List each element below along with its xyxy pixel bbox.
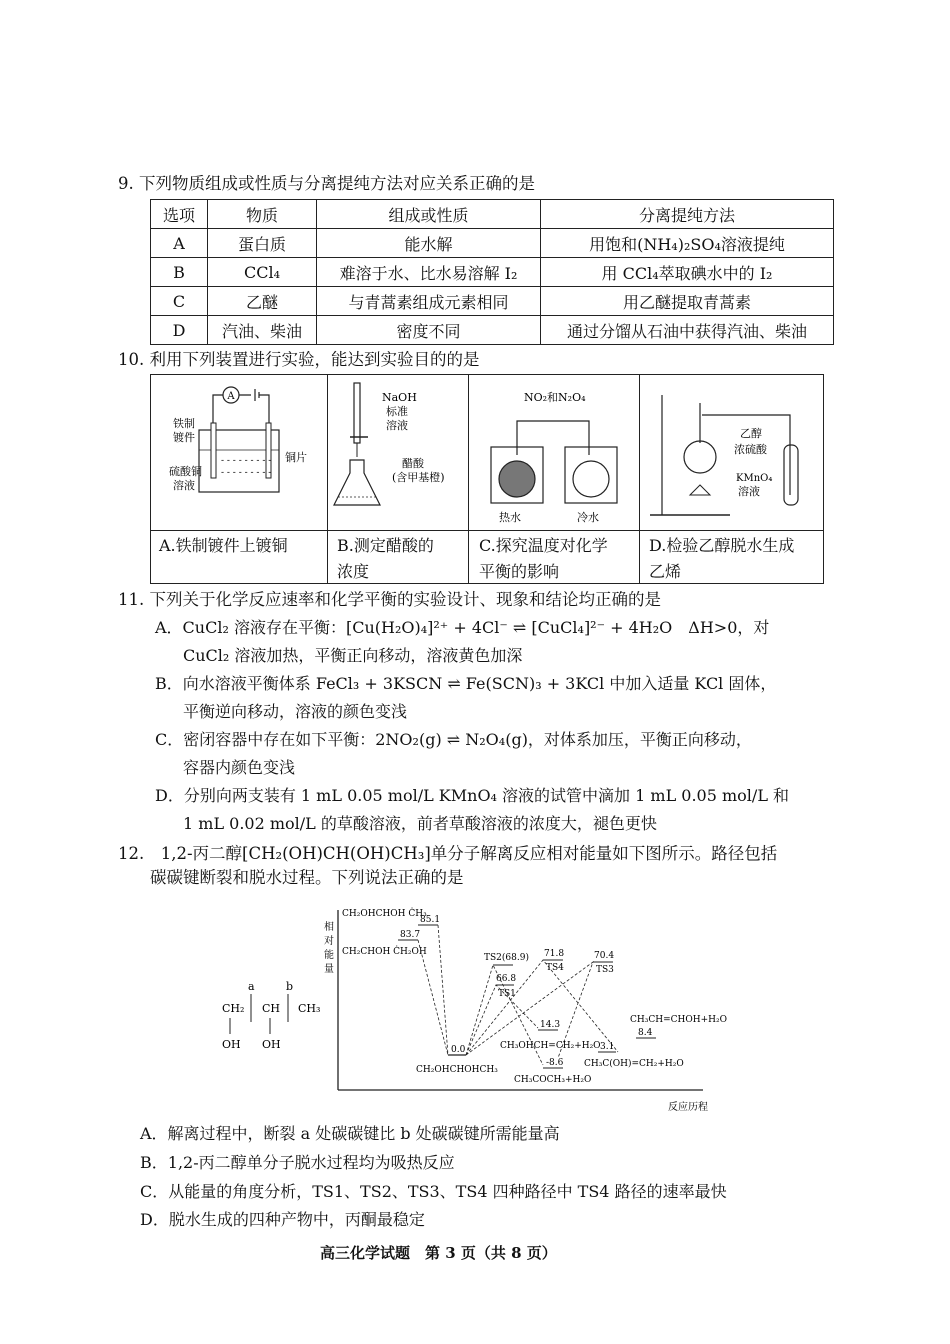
table-cell: D: [151, 316, 208, 345]
svg-text:b: b: [286, 980, 294, 993]
svg-text:71.8: 71.8: [544, 949, 565, 959]
svg-text:a: a: [248, 980, 255, 993]
caption-d: D.检验乙醇脱水生成 乙烯: [649, 536, 795, 581]
svg-text:镀件: 镀件: [173, 431, 195, 444]
q12-option-a: A．解离过程中，断裂 a 处碳碳键比 b 处碳碳键所需能量高: [140, 1124, 560, 1143]
table-cell: 用乙醚提取青蒿素: [541, 287, 834, 316]
table-cell: 蛋白质: [208, 229, 317, 258]
svg-text:反应历程: 反应历程: [668, 1102, 708, 1113]
svg-text:TS2(68.9): TS2(68.9): [484, 953, 529, 963]
table-cell: 能水解: [317, 229, 541, 258]
svg-text:85.1: 85.1: [420, 915, 441, 925]
svg-text:OH: OH: [262, 1038, 281, 1051]
q12-stem: 12. 1,2-丙二醇[CH₂(OH)CH(OH)CH₃]单分子解离反应相对能量如下图所示。路径包括 碳碳键断裂和脱水过程。下列说法正确的是: [118, 844, 778, 887]
q11-option-d: D．分别向两支装有 1 mL 0.05 mol/L KMnO₄ 溶液的试管中滴加 1 mL 0.05 mol/L 和 1 mL 0.02 mol/L 的草酸溶液，前者草酸溶液的浓度大，褪色更快: [155, 786, 790, 833]
svg-text:相: 相: [324, 922, 334, 933]
svg-text:溶液: 溶液: [173, 479, 195, 492]
q12-option-c: C．从能量的角度分析，TS1、TS2、TS3、TS4 四种路径中 TS4 路径的速率最快: [140, 1182, 727, 1201]
svg-text:CH₃OHCH=CH₂+H₂O: CH₃OHCH=CH₂+H₂O: [500, 1041, 601, 1051]
electroplating-apparatus: [151, 375, 327, 530]
svg-text:冷水: 冷水: [577, 511, 599, 524]
svg-text:CH₃: CH₃: [298, 1002, 321, 1015]
q11-option-a: A．CuCl₂ 溶液存在平衡：[Cu(H₂O)₄]²⁺ + 4Cl⁻ ⇌ [CuCl₄]²⁻ + 4H₂O ΔH>0，对 CuCl₂ 溶液加热，平衡正向移动，溶液黄色加深: [155, 618, 770, 665]
svg-text:3.1: 3.1: [600, 1042, 615, 1052]
svg-text:- - - - - - - - -: - - - - - - - - -: [221, 456, 272, 466]
table-cell: 密度不同: [317, 316, 541, 345]
svg-text:溶液: 溶液: [738, 485, 760, 498]
svg-text:浓硫酸: 浓硫酸: [734, 443, 767, 456]
svg-text:量: 量: [324, 964, 334, 975]
svg-text:KMnO₄: KMnO₄: [736, 473, 773, 484]
svg-text:硫酸铜: 硫酸铜: [169, 465, 202, 478]
svg-text:CH₃C(OH)=CH₂+H₂O: CH₃C(OH)=CH₂+H₂O: [584, 1059, 684, 1069]
table-cell: 用饱和(NH₄)₂SO₄溶液提纯: [541, 229, 834, 258]
table-row: [151, 229, 834, 258]
svg-text:铁制: 铁制: [173, 417, 195, 430]
table-cell: 乙醚: [208, 287, 317, 316]
table-row: [151, 287, 834, 316]
q9-table: [150, 199, 834, 345]
table-row: [151, 316, 834, 345]
svg-text:铜片: 铜片: [285, 451, 307, 464]
svg-text:CH₂CHOH ĊH₂OH: CH₂CHOH ĊH₂OH: [342, 947, 427, 957]
table-cell: B: [151, 258, 208, 287]
titration-apparatus: [328, 375, 468, 530]
table-header: 分离提纯方法: [541, 200, 834, 229]
svg-text:能: 能: [324, 950, 334, 961]
q10-apparatus-grid: [150, 374, 824, 584]
svg-text:CH₃CH=CHOH+H₂O: CH₃CH=CHOH+H₂O: [630, 1015, 727, 1025]
ethanol-dehydration-apparatus: [640, 375, 823, 530]
svg-text:TS4: TS4: [546, 963, 564, 973]
svg-text:8.4: 8.4: [638, 1028, 653, 1038]
q11-option-c: C．密闭容器中存在如下平衡：2NO₂(g) ⇌ N₂O₄(g)，对体系加压，平衡正向移动， 容器内颜色变浅: [155, 730, 752, 777]
table-header: 物质: [208, 200, 317, 229]
table-cell: CCl₄: [208, 258, 317, 287]
table-header: 组成或性质: [317, 200, 541, 229]
svg-text:14.3: 14.3: [540, 1020, 561, 1030]
table-cell: 难溶于水、比水易溶解 I₂: [317, 258, 541, 287]
page-footer: 高三化学试题 第 3 页（共 8 页）: [320, 1244, 557, 1262]
svg-text:CH₂OHCHOH ĊH₃: CH₂OHCHOH ĊH₃: [342, 909, 427, 919]
svg-text:CH₃COCH₃+H₂O: CH₃COCH₃+H₂O: [514, 1075, 592, 1085]
svg-text:标准: 标准: [386, 405, 408, 418]
table-cell: A: [151, 229, 208, 258]
propanediol-structure: [218, 978, 328, 1058]
svg-text:热水: 热水: [499, 511, 521, 524]
caption-b: B.测定醋酸的 浓度: [337, 536, 434, 581]
svg-text:NaOH: NaOH: [382, 391, 417, 404]
table-header-row: [151, 200, 834, 229]
svg-text:CH: CH: [262, 1002, 281, 1015]
svg-text:70.4: 70.4: [594, 951, 615, 961]
no2-equilibrium-apparatus: [469, 375, 639, 530]
svg-text:对: 对: [324, 936, 334, 947]
table-cell: 汽油、柴油: [208, 316, 317, 345]
table-header: 选项: [151, 200, 208, 229]
svg-text:乙醇: 乙醇: [740, 427, 762, 440]
svg-text:溶液: 溶液: [386, 419, 408, 432]
table-row: [151, 258, 834, 287]
table-cell: 与青蒿素组成元素相同: [317, 287, 541, 316]
svg-text:-8.6: -8.6: [546, 1058, 564, 1068]
svg-text:TS3: TS3: [596, 965, 614, 975]
table-cell: 通过分馏从石油中获得汽油、柴油: [541, 316, 834, 345]
q12-option-d: D．脱水生成的四种产物中，丙酮最稳定: [140, 1210, 425, 1229]
q11-stem: 11. 下列关于化学反应速率和化学平衡的实验设计、现象和结论均正确的是: [118, 590, 661, 609]
svg-text:(含甲基橙): (含甲基橙): [392, 471, 445, 484]
svg-text:TS1: TS1: [498, 989, 516, 999]
table-cell: C: [151, 287, 208, 316]
q10-stem: 10. 利用下列装置进行实验，能达到实验目的的是: [118, 350, 480, 369]
table-cell: 用 CCl₄萃取碘水中的 I₂: [541, 258, 834, 287]
caption-a: A.铁制镀件上镀铜: [159, 536, 288, 555]
svg-text:醋酸: 醋酸: [402, 457, 424, 470]
svg-text:0.0: 0.0: [451, 1045, 466, 1055]
svg-text:CH₂OHCHOHCH₃: CH₂OHCHOHCH₃: [416, 1065, 498, 1075]
ammeter-label: A: [227, 391, 235, 402]
svg-text:- - - - - - - - -: - - - - - - - - -: [221, 468, 272, 478]
q12-option-b: B．1,2-丙二醇单分子脱水过程均为吸热反应: [140, 1153, 455, 1172]
caption-c: C.探究温度对化学 平衡的影响: [479, 536, 608, 581]
svg-text:CH₂: CH₂: [222, 1002, 245, 1015]
q9-stem: 9. 下列物质组成或性质与分离提纯方法对应关系正确的是: [118, 174, 535, 193]
q11-option-b: B．向水溶液平衡体系 FeCl₃ + 3KSCN ⇌ Fe(SCN)₃ + 3KCl 中加入适量 KCl 固体， 平衡逆向移动，溶液的颜色变浅: [155, 674, 777, 721]
svg-text:83.7: 83.7: [400, 930, 421, 940]
energy-profile-diagram: [318, 900, 748, 1120]
svg-text:NO₂和N₂O₄: NO₂和N₂O₄: [524, 391, 586, 404]
svg-text:OH: OH: [222, 1038, 241, 1051]
svg-text:66.8: 66.8: [496, 974, 517, 984]
